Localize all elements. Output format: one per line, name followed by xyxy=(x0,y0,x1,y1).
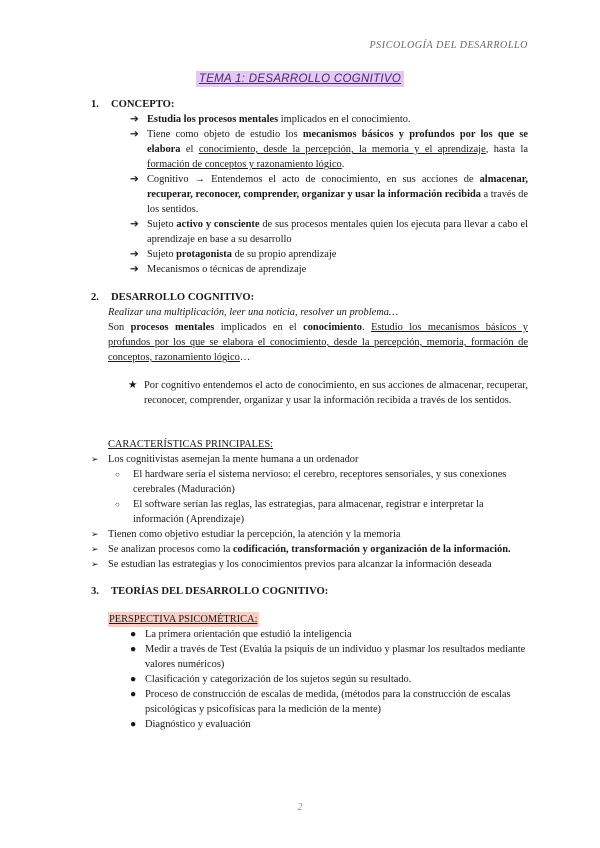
list-item xyxy=(130,672,540,687)
text: , hasta la xyxy=(485,144,528,155)
circle-bullet-icon: ○ xyxy=(115,500,120,509)
bold-text: mecanismos básicos y profundos por los que se elabora xyxy=(147,129,528,155)
text: de sus procesos mentales quien los ejecuta para llevar a cabo el aprendizaje en base a su desarrollo xyxy=(147,219,529,245)
arrow-icon: ➔ xyxy=(130,114,139,125)
characteristics-heading: CARACTERÍSTICAS PRINCIPALES: xyxy=(108,439,274,450)
bullet-icon: ● xyxy=(130,644,137,655)
list-item xyxy=(130,642,540,672)
arrow-icon: ➔ xyxy=(130,129,139,140)
text: . xyxy=(361,322,372,333)
list-item xyxy=(130,247,528,262)
triangle-arrow-icon: ➢ xyxy=(91,544,99,554)
psychometric-list xyxy=(130,627,540,732)
text: Se estudian las estrategias y los conocimientos previos para alcanzar la información deseada xyxy=(108,559,492,570)
list-item xyxy=(91,542,541,557)
triangle-arrow-icon: ➢ xyxy=(91,529,99,539)
sub-list-item xyxy=(91,467,531,497)
text: Tienen como objetivo estudiar la percepción, la atención y la memoria xyxy=(108,529,401,540)
text: Proceso de construcción de escalas de medida, (métodos para la construcción de escalas psicológicas y psicofísicas para la medición de la mente) xyxy=(145,689,511,715)
text: Sujeto xyxy=(147,249,177,260)
arrow-icon: ➔ xyxy=(130,264,139,275)
section-title: TEORÍAS DEL DESARROLLO COGNITIVO: xyxy=(111,586,329,597)
list-item xyxy=(130,112,528,127)
text: Son xyxy=(108,322,131,333)
running-header: PSICOLOGÍA DEL DESARROLLO xyxy=(369,40,528,51)
definition-paragraph xyxy=(108,320,528,365)
bullet-icon: ● xyxy=(130,719,137,730)
underlined-text: formación de conceptos y razonamiento lógico xyxy=(147,159,342,170)
underlined-text: Estudio los mecanismos básicos y profundos por los que se elabora el conocimiento, desde la percepción, memoria, formación de conceptos, razonamiento lógico xyxy=(108,322,528,363)
text: a través de los sentidos. xyxy=(147,189,528,215)
list-item xyxy=(130,127,528,172)
bold-text: procesos mentales xyxy=(130,322,215,333)
text: El hardware sería el sistema nervioso: el cerebro, receptores sensoriales, y sus conexiones cerebrales (Maduración) xyxy=(133,469,507,495)
section-number: 1. xyxy=(91,99,99,110)
circle-bullet-icon: ○ xyxy=(115,470,120,479)
text: Tiene como objeto de estudio los xyxy=(147,129,303,140)
list-item xyxy=(130,717,540,732)
text: de su propio aprendizaje xyxy=(231,249,337,260)
text: Diagnóstico y evaluación xyxy=(145,719,251,730)
text: implicados en el xyxy=(214,322,304,333)
characteristics-list xyxy=(91,452,541,572)
bullet-icon: ● xyxy=(130,689,137,700)
document-title: TEMA 1: DESARROLLO COGNITIVO xyxy=(196,71,404,87)
concept-list xyxy=(130,112,528,277)
text: Los cognitivistas asemejan la mente humana a un ordenador xyxy=(108,454,359,465)
section-1-heading xyxy=(91,97,174,112)
title-wrapper xyxy=(0,71,600,87)
text: Mecanismos o técnicas de aprendizaje xyxy=(147,264,307,275)
bold-text: almacenar, recuperar, reconocer, comprender, organizar y usar la información recibida xyxy=(147,174,528,200)
page-number: 2 xyxy=(297,802,303,813)
section-number: 3. xyxy=(91,586,99,597)
list-item xyxy=(91,527,541,542)
section-title: CONCEPTO: xyxy=(111,99,175,110)
text: implicados en el conocimiento. xyxy=(278,114,411,125)
triangle-arrow-icon: ➢ xyxy=(91,454,99,464)
list-item xyxy=(91,452,541,467)
bullet-icon: ● xyxy=(130,674,137,685)
sub-list-item xyxy=(91,497,531,527)
section-2-heading xyxy=(91,290,254,305)
list-item xyxy=(91,557,541,572)
list-item xyxy=(130,687,540,717)
section-number: 2. xyxy=(91,292,99,303)
psychometric-heading: PERSPECTIVA PSICOMÉTRICA: xyxy=(109,614,258,625)
list-item xyxy=(130,172,528,217)
text: Cognitivo → Entendemos el acto de conocimiento, en sus acciones de xyxy=(147,174,480,185)
text: Medir a través de Test (Evalúa la psiquis de un individuo y plasmar los resultados mediante valores numéricos) xyxy=(145,644,526,670)
text: … xyxy=(239,352,251,363)
text: El software serían las reglas, las estrategias, para almacenar, registrar e interpretar la información (Aprendizaje) xyxy=(133,499,484,525)
text: Por cognitivo entendemos el acto de conocimiento, en sus acciones de almacenar, recuperar, reconocer, comprender, organizar y usar la información recibida a través de los sentidos. xyxy=(144,380,528,406)
bold-text: conocimiento xyxy=(303,322,362,333)
example-text: Realizar una multiplicación, leer una noticia, resolver un problema… xyxy=(108,307,399,318)
star-icon: ★ xyxy=(128,380,138,391)
bullet-icon: ● xyxy=(130,629,137,640)
bold-text: Estudia los procesos mentales xyxy=(147,114,279,125)
list-item xyxy=(130,262,528,277)
text: La primera orientación que estudió la inteligencia xyxy=(145,629,352,640)
bold-text: activo y consciente xyxy=(176,219,260,230)
arrow-icon: ➔ xyxy=(130,219,139,230)
text: Clasificación y categorización de los sujetos según su resultado. xyxy=(145,674,412,685)
bold-text: protagonista xyxy=(176,249,232,260)
text: Se analizan procesos como la xyxy=(108,544,233,555)
star-note xyxy=(128,378,528,408)
arrow-icon: ➔ xyxy=(130,249,139,260)
underlined-text: conocimiento, desde la percepción, la memoria y el aprendizaje xyxy=(198,144,486,155)
section-3-heading xyxy=(91,584,328,599)
text: Sujeto xyxy=(147,219,177,230)
section-title: DESARROLLO COGNITIVO: xyxy=(111,292,255,303)
arrow-icon: ➔ xyxy=(130,174,139,185)
text: . xyxy=(341,159,345,170)
text: el xyxy=(180,144,199,155)
list-item xyxy=(130,217,528,247)
triangle-arrow-icon: ➢ xyxy=(91,559,99,569)
list-item xyxy=(130,627,540,642)
bold-text: codificación, transformación y organización de la información. xyxy=(232,544,511,555)
section-2-body xyxy=(108,305,528,365)
